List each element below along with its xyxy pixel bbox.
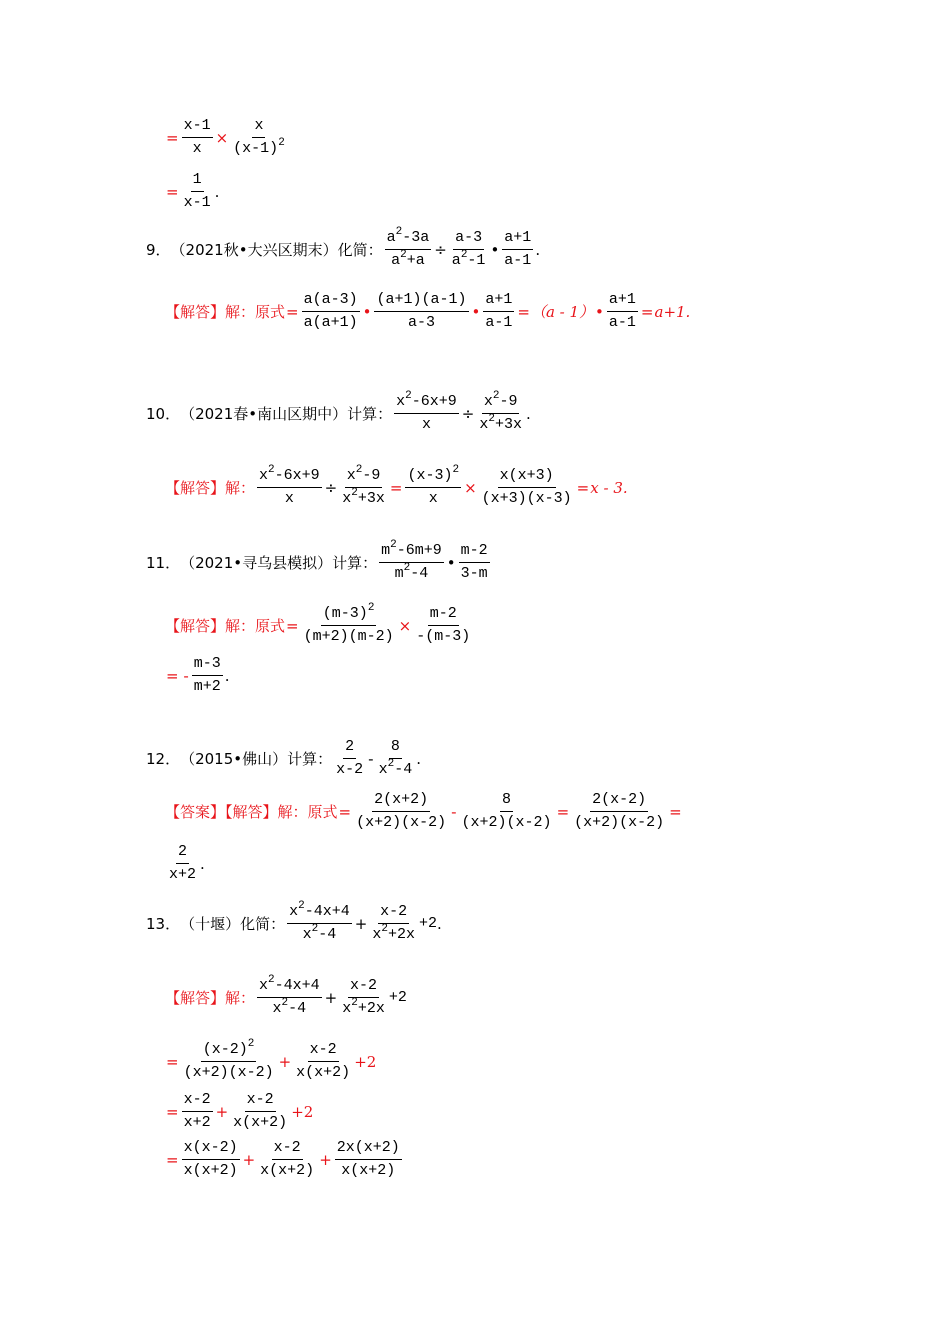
problem-13-question xyxy=(146,902,442,945)
answer-tag: 【解答】解： xyxy=(165,303,256,321)
problem-source: （十堰）化简： xyxy=(180,915,286,933)
problem-11-answer-result xyxy=(165,654,230,697)
problem-12-question xyxy=(146,737,421,780)
plus-sign: + xyxy=(215,1102,229,1121)
times-sign: × xyxy=(398,616,412,635)
answer-tag: 【解答】解： xyxy=(165,989,256,1007)
problem-source: （2021春•南山区期中）计算： xyxy=(180,405,393,423)
dot-operator: • xyxy=(595,302,604,321)
numerator: x-2 xyxy=(272,1138,303,1160)
fraction xyxy=(385,228,432,271)
denominator: $x^2-4$ xyxy=(302,923,337,943)
equals-sign: = xyxy=(389,478,403,497)
fraction xyxy=(377,737,415,780)
fraction xyxy=(192,654,223,697)
numerator: 2 xyxy=(343,737,356,759)
numerator: $x^2-9$ xyxy=(345,466,383,488)
problem-10-answer xyxy=(165,466,628,509)
numerator: 2(x+2) xyxy=(372,790,430,812)
fraction xyxy=(335,1138,402,1181)
problem-source: （2021秋•大兴区期末）化简： xyxy=(170,241,383,259)
denominator: $x^2-4$ xyxy=(378,758,413,778)
denominator: (x+2)(x-2) xyxy=(356,814,447,831)
fraction xyxy=(302,604,396,647)
equals-minus: = - xyxy=(166,666,189,685)
fraction xyxy=(405,466,461,509)
fraction xyxy=(258,1138,316,1181)
denominator: (x+2)(x-2) xyxy=(183,1064,274,1081)
denominator: $x^2+3x$ xyxy=(479,413,522,433)
numerator: $x^2-4x+4$ xyxy=(287,902,352,924)
equals-sign: = xyxy=(669,802,682,821)
numerator: x(x+3) xyxy=(498,466,556,488)
factor: （a - 1） xyxy=(530,303,595,321)
numerator: 1 xyxy=(191,170,204,192)
denominator: a-1 xyxy=(485,314,513,331)
answer-tag: 【解答】解： xyxy=(165,617,256,635)
numerator: a(a-3) xyxy=(302,290,360,312)
dot-operator: • xyxy=(490,240,500,259)
problem-13-answer-step-2 xyxy=(165,1040,376,1083)
denominator: (x+2)(x-2) xyxy=(461,814,552,831)
period: . xyxy=(416,749,421,768)
denominator: x(x+2) xyxy=(341,1162,396,1179)
denominator: (x+3)(x-3) xyxy=(481,490,572,507)
times-sign: × xyxy=(464,478,477,497)
problem-13-answer-step-4 xyxy=(165,1138,404,1181)
denominator: x xyxy=(428,490,438,507)
denominator: m+2 xyxy=(193,678,221,695)
numerator: x(x-2) xyxy=(182,1138,240,1160)
minus-sign: - xyxy=(451,802,457,821)
denominator: a-1 xyxy=(504,252,532,269)
equals-sign: = xyxy=(338,802,352,821)
equals-sign: = xyxy=(166,182,179,201)
problem-12-answer xyxy=(165,790,683,833)
plus-sign: + xyxy=(324,988,338,1007)
numerator: a+1 xyxy=(502,228,533,250)
period: . xyxy=(224,666,230,685)
period: . xyxy=(535,240,541,259)
dot-operator: • xyxy=(446,553,456,572)
numerator: x xyxy=(252,116,265,138)
denominator: $m^2-4$ xyxy=(394,562,429,582)
numerator: x-2 xyxy=(378,902,409,924)
problem-source: （2021•寻乌县模拟）计算： xyxy=(180,554,378,572)
fraction xyxy=(340,466,387,509)
denominator: a-3 xyxy=(407,314,435,331)
numerator: $m^2-6m+9$ xyxy=(379,541,444,563)
equals-sign: = xyxy=(517,302,530,321)
fraction xyxy=(287,902,352,945)
equals-sign: = xyxy=(166,1102,179,1121)
problem-number: 11． xyxy=(146,554,181,572)
problem-number: 13． xyxy=(146,915,181,933)
prev-solution-line-1 xyxy=(165,116,289,159)
fraction xyxy=(572,790,666,833)
numerator: $(x-3)^2$ xyxy=(405,466,461,488)
denominator: x(x+2) xyxy=(233,1114,288,1131)
answer-tag: 【答案】【解答】解： xyxy=(165,803,308,821)
denominator: (m+2)(m-2) xyxy=(303,628,394,645)
problem-9-answer xyxy=(165,290,690,333)
fraction xyxy=(459,541,490,584)
plus-two: +2 xyxy=(388,989,407,1006)
denominator: x xyxy=(192,140,202,157)
fraction xyxy=(182,1040,276,1083)
fraction xyxy=(502,228,533,271)
fraction xyxy=(334,737,365,780)
fraction xyxy=(182,1138,240,1181)
times-sign: × xyxy=(215,128,229,147)
numerator: $a^2-3a$ xyxy=(385,228,432,250)
numerator: 2(x-2) xyxy=(590,790,648,812)
fraction xyxy=(483,290,514,333)
numerator: 2 xyxy=(176,842,189,864)
numerator: $x^2-4x+4$ xyxy=(257,976,322,998)
equals-sign: = xyxy=(640,302,654,321)
fraction xyxy=(167,842,198,885)
numerator: a+1 xyxy=(607,290,638,312)
problem-number: 9． xyxy=(146,241,171,259)
divide-sign: ÷ xyxy=(324,478,338,497)
numerator: (a+1)(a-1) xyxy=(374,290,468,312)
equals-sign: = xyxy=(286,302,299,321)
numerator: a-3 xyxy=(453,228,484,250)
prev-solution-line-2 xyxy=(165,170,219,213)
fraction xyxy=(460,790,554,833)
problem-12-answer-result xyxy=(165,842,205,885)
problem-10-question xyxy=(146,392,531,435)
base: (x-1) xyxy=(233,140,279,157)
numerator: x-2 xyxy=(182,1090,213,1112)
original-expression-label: 原式 xyxy=(255,617,286,635)
denominator: x-2 xyxy=(336,761,364,778)
denominator: x+2 xyxy=(183,1114,211,1131)
denominator: x+2 xyxy=(169,866,197,883)
fraction xyxy=(607,290,638,333)
divide-sign: ÷ xyxy=(461,404,475,423)
equals-sign: = xyxy=(166,1052,179,1071)
denominator: (x+2)(x-2) xyxy=(574,814,665,831)
problem-number: 10． xyxy=(146,405,181,423)
answer-tag: 【解答】解： xyxy=(165,479,256,497)
fraction xyxy=(231,1090,289,1133)
denominator: x(x+2) xyxy=(260,1162,315,1179)
period: . xyxy=(200,854,205,873)
numerator: m-2 xyxy=(428,604,459,626)
plus-two: +2 xyxy=(354,1052,377,1071)
problem-11-answer xyxy=(165,604,474,647)
original-expression-label: 原式 xyxy=(307,803,338,821)
fraction xyxy=(340,976,387,1019)
dot-operator: • xyxy=(362,302,372,321)
plus-sign: + xyxy=(242,1150,256,1169)
problem-13-answer-step-1 xyxy=(165,976,407,1019)
dot-operator: • xyxy=(471,302,481,321)
plus-two: +2 xyxy=(291,1102,314,1121)
numerator: a+1 xyxy=(483,290,514,312)
denominator: x xyxy=(284,490,294,507)
fraction xyxy=(257,976,322,1019)
fraction xyxy=(182,170,213,213)
denominator: x xyxy=(421,416,431,433)
denominator: a(a+1) xyxy=(303,314,358,331)
denominator: a-1 xyxy=(608,314,636,331)
exponent: 2 xyxy=(278,137,285,149)
fraction xyxy=(182,1090,213,1133)
denominator: 3-m xyxy=(460,565,488,582)
numerator: x-2 xyxy=(245,1090,276,1112)
denominator: $x^2+2x$ xyxy=(372,923,415,943)
numerator: 8 xyxy=(500,790,513,812)
numerator: $x^2-6x+9$ xyxy=(394,392,459,414)
fraction xyxy=(354,790,448,833)
numerator: m-2 xyxy=(459,541,490,563)
minus-sign: - xyxy=(368,749,374,768)
denominator: $a^2-1$ xyxy=(451,249,486,269)
problem-source: （2015•佛山）计算： xyxy=(180,750,333,768)
equals-sign: = xyxy=(166,128,179,147)
denominator: $x^2+3x$ xyxy=(342,487,385,507)
result: a+1. xyxy=(654,302,691,321)
plus-sign: + xyxy=(319,1150,332,1169)
problem-number: 12． xyxy=(146,750,181,768)
fraction xyxy=(394,392,459,435)
fraction xyxy=(257,466,322,509)
fraction xyxy=(302,290,360,333)
fraction xyxy=(182,116,213,159)
denominator: -(m-3) xyxy=(416,628,471,645)
numerator: x-2 xyxy=(308,1040,339,1062)
divide-sign: ÷ xyxy=(434,240,447,259)
denominator: $x^2+2x$ xyxy=(342,997,385,1017)
denominator: $x^2-4$ xyxy=(272,997,307,1017)
fraction xyxy=(414,604,472,647)
numerator: x-2 xyxy=(348,976,379,998)
equals-sign: = xyxy=(286,616,299,635)
period: . xyxy=(525,404,531,423)
denominator: $a^2+a$ xyxy=(391,249,425,269)
numerator: $(x-2)^2$ xyxy=(201,1040,257,1062)
numerator: $x^2-6x+9$ xyxy=(257,466,322,488)
plus-sign: + xyxy=(354,914,368,933)
denominator: x(x+2) xyxy=(183,1162,238,1179)
fraction xyxy=(370,902,417,945)
fraction xyxy=(294,1040,352,1083)
problem-11-question xyxy=(146,541,492,584)
fraction xyxy=(231,116,287,159)
denominator: x(x+2) xyxy=(296,1064,351,1081)
problem-9-question xyxy=(146,228,540,271)
plus-two: +2 xyxy=(418,915,437,932)
period: . xyxy=(436,914,442,933)
period: . xyxy=(214,182,220,201)
equals-sign: = xyxy=(556,802,570,821)
denominator xyxy=(231,138,287,159)
plus-sign: + xyxy=(278,1052,292,1071)
fraction xyxy=(477,392,524,435)
fraction xyxy=(374,290,468,333)
numerator: 8 xyxy=(389,737,402,759)
result: x - 3. xyxy=(590,478,628,497)
equals-sign: = xyxy=(576,478,590,497)
numerator: m-3 xyxy=(192,654,223,676)
numerator: 2x(x+2) xyxy=(335,1138,402,1160)
fraction xyxy=(450,228,488,271)
denominator: x-1 xyxy=(183,194,211,211)
numerator: $x^2-9$ xyxy=(482,392,520,414)
fraction xyxy=(379,541,444,584)
fraction xyxy=(480,466,574,509)
problem-13-answer-step-3 xyxy=(165,1090,313,1133)
numerator: x-1 xyxy=(182,116,213,138)
numerator: $(m-3)^2$ xyxy=(321,604,377,626)
equals-sign: = xyxy=(166,1150,179,1169)
original-expression-label: 原式 xyxy=(255,303,286,321)
